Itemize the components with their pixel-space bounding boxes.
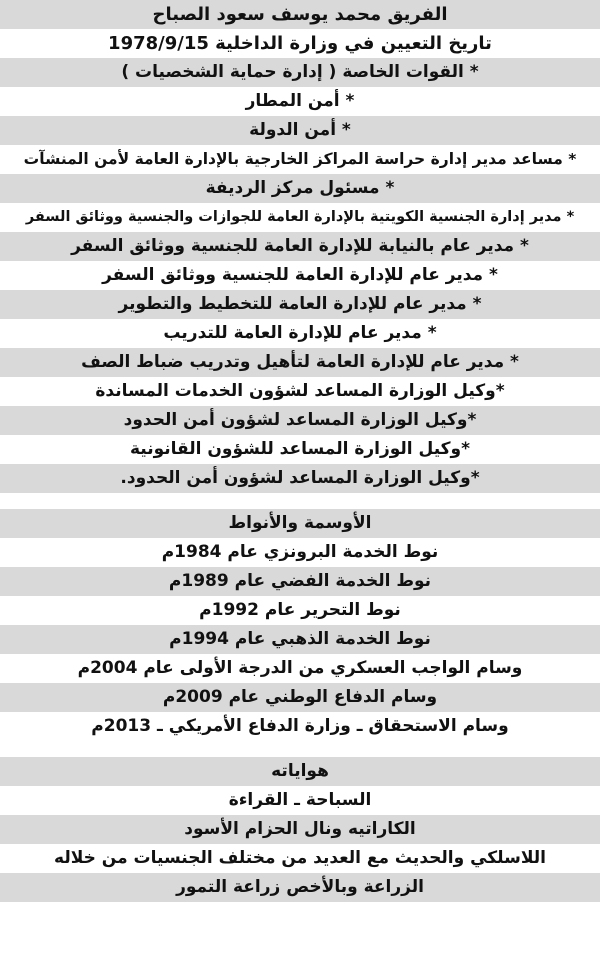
career-line: * مدير عام للإدارة العامة للتدريب xyxy=(163,323,437,343)
career-line: * أمن الدولة xyxy=(0,116,600,145)
medal-line: وسام الاستحقاق ـ وزارة الدفاع الأمريكي ـ 2013م xyxy=(91,716,509,736)
career-line: * أمن المطار xyxy=(245,91,355,111)
career-line: * مدير عام للإدارة العامة للجنسية ووثائق السفر xyxy=(102,265,498,285)
career-line: * مدير عام بالنيابة للإدارة العامة للجنسية ووثائق السفر xyxy=(0,232,600,261)
medals-title: الأوسمة والأنواط xyxy=(0,509,600,538)
career-line: *وكيل الوزارة المساعد لشؤون أمن الحدود. xyxy=(0,464,600,493)
medal-line: نوط الخدمة الفضي عام 1989م xyxy=(0,567,600,596)
medal-line: نوط الخدمة الذهبي عام 1994م xyxy=(0,625,600,654)
career-line: *وكيل الوزارة المساعد للشؤون القانونية xyxy=(129,439,471,459)
hobby-line: اللاسلكي والحديث مع العديد من مختلف الجنسيات من خلاله xyxy=(54,848,546,868)
career-line: تاريخ التعيين في وزارة الداخلية 1978/9/15 xyxy=(108,33,492,54)
section-spacer xyxy=(0,741,600,757)
career-line: * مدير عام للإدارة العامة لتأهيل وتدريب ضباط الصف xyxy=(0,348,600,377)
medal-line: نوط الخدمة البرونزي عام 1984م xyxy=(161,542,439,562)
hobby-line: الزراعة وبالأخص زراعة التمور xyxy=(0,873,600,902)
hobby-line: الكاراتيه ونال الحزام الأسود xyxy=(0,815,600,844)
hobby-line: السباحة ـ القراءة xyxy=(228,790,372,810)
career-line: * مدير إدارة الجنسية الكويتية بالإدارة العامة للجوازات والجنسية ووثائق السفر xyxy=(25,209,575,225)
career-line: *وكيل الوزارة المساعد لشؤون الخدمات المساندة xyxy=(95,381,505,401)
career-line: * مدير عام للإدارة العامة للتخطيط والتطوير xyxy=(0,290,600,319)
medal-line: نوط التحرير عام 1992م xyxy=(199,600,401,620)
career-line: * مساعد مدير إدارة حراسة المراكز الخارجية بالإدارة العامة لأمن المنشآت xyxy=(23,150,577,168)
hobbies-title: هواياته xyxy=(0,757,600,786)
medal-line: وسام الدفاع الوطني عام 2009م xyxy=(0,683,600,712)
career-title: الفريق محمد يوسف سعود الصباح xyxy=(0,0,600,29)
medal-line: وسام الواجب العسكري من الدرجة الأولى عام 2004م xyxy=(77,658,523,678)
section-spacer xyxy=(0,493,600,509)
career-line: * القوات الخاصة ( إدارة حماية الشخصيات ) xyxy=(0,58,600,87)
career-line: * مسئول مركز الرديفة xyxy=(0,174,600,203)
career-line: *وكيل الوزارة المساعد لشؤون أمن الحدود xyxy=(0,406,600,435)
